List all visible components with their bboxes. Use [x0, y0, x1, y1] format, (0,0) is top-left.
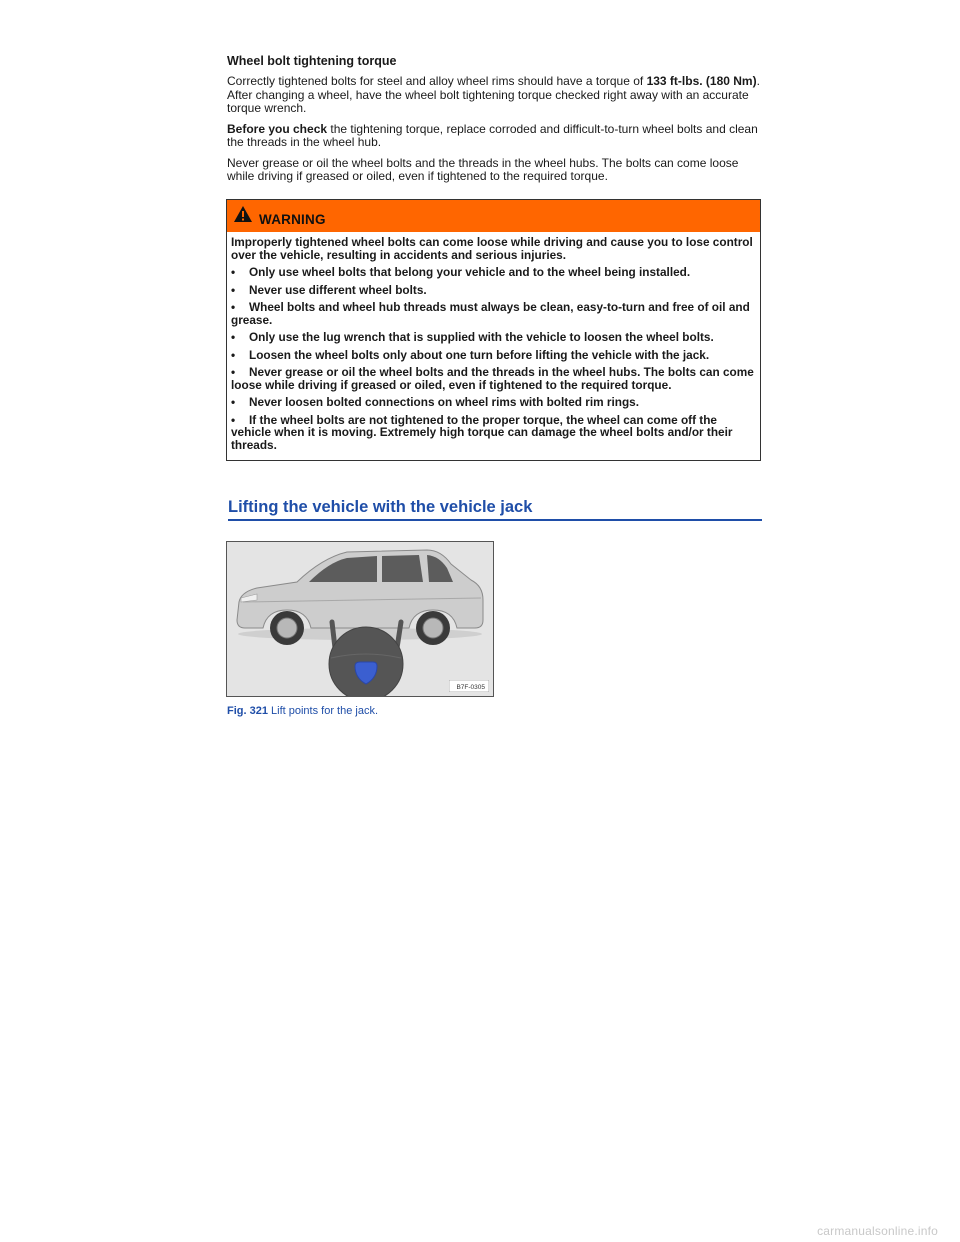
warning-item — [231, 396, 755, 409]
warning-item — [231, 301, 755, 326]
suv-lift-points-illustration — [227, 542, 493, 696]
torque-value: 133 ft-lbs. (180 Nm) — [646, 74, 757, 88]
section-heading — [228, 498, 762, 521]
warning-item-text: Only use wheel bolts that belong your vehicle and to the wheel being installed. — [249, 265, 691, 279]
torque-p2-text: the tightening torque, replace corroded and difficult-to-turn wheel bolts and clean the threads in the wheel hub. — [227, 121, 758, 149]
torque-section — [227, 54, 762, 191]
bullet-icon: • — [231, 265, 236, 279]
figure-code: B7F-0305 — [456, 684, 485, 691]
warning-item-text: Never grease or oil the wheel bolts and the threads in the wheel hubs. The bolts can come loose while driving if greased or oiled, even if tightened to the required torque. — [231, 365, 754, 392]
bullet-icon: • — [231, 412, 236, 427]
warning-item-text: Never use different wheel bolts. — [249, 282, 427, 297]
torque-paragraph-3: Never grease or oil the wheel bolts and the threads in the wheel hubs. The bolts can come loose while driving if greased or oiled, even if tightened to the required torque. — [227, 155, 739, 183]
warning-item — [231, 284, 755, 297]
warning-triangle-icon — [233, 205, 253, 223]
torque-p1-text-end: . After changing a wheel, have the wheel bolt tightening torque checked right away with an accurate torque wrench. — [227, 74, 760, 115]
torque-p1-text: Correctly tightened bolts for steel and alloy wheel rims should have a torque of — [227, 74, 647, 88]
figure-caption-text: Lift points for the jack. — [267, 705, 379, 717]
bullet-icon: • — [231, 395, 236, 409]
bullet-icon: • — [231, 300, 236, 314]
figure-lift-points — [226, 541, 494, 697]
footer — [0, 1222, 960, 1242]
figure-caption — [227, 705, 378, 717]
warning-body — [227, 232, 760, 451]
warning-item-text: Never loosen bolted connections on wheel rims with bolted rim rings. — [249, 395, 640, 409]
warning-item-text: If the wheel bolts are not tightened to the proper torque, the wheel can come off the vehicle when it is moving. Extremely high torque can damage the wheel bolts and/or their threads. — [231, 412, 733, 452]
bullet-icon: • — [231, 330, 236, 344]
torque-heading: Wheel bolt tightening torque — [227, 54, 397, 68]
bullet-icon: • — [231, 282, 236, 297]
warning-title: WARNING — [259, 212, 326, 227]
bullet-icon: • — [231, 365, 236, 379]
before-check-label: Before you check — [227, 121, 328, 136]
bullet-icon: • — [231, 347, 236, 362]
figure-number: Fig. 321 — [227, 705, 268, 717]
warning-item — [231, 331, 755, 344]
section-title: Lifting the vehicle with the vehicle jack — [228, 498, 533, 516]
warning-item — [231, 349, 755, 362]
watermark: carmanualsonline.info — [817, 1224, 938, 1238]
torque-paragraph-2 — [227, 123, 762, 150]
warning-item-text: Loosen the wheel bolts only about one turn before lifting the vehicle with the jack. — [249, 347, 710, 362]
warning-item-text: Only use the lug wrench that is supplied with the vehicle to loosen the wheel bolts. — [249, 330, 714, 344]
warning-intro: Improperly tightened wheel bolts can come loose while driving and cause you to lose control over the vehicle, resulting in accidents and serious injuries. — [231, 235, 753, 262]
warning-item-text: Wheel bolts and wheel hub threads must always be clean, easy-to-turn and free of oil and grease. — [231, 300, 750, 327]
warning-item — [231, 414, 755, 452]
warning-item — [231, 366, 755, 391]
warning-box — [226, 199, 761, 461]
warning-header — [227, 200, 760, 232]
torque-paragraph-1 — [227, 75, 762, 116]
warning-item — [231, 266, 755, 279]
